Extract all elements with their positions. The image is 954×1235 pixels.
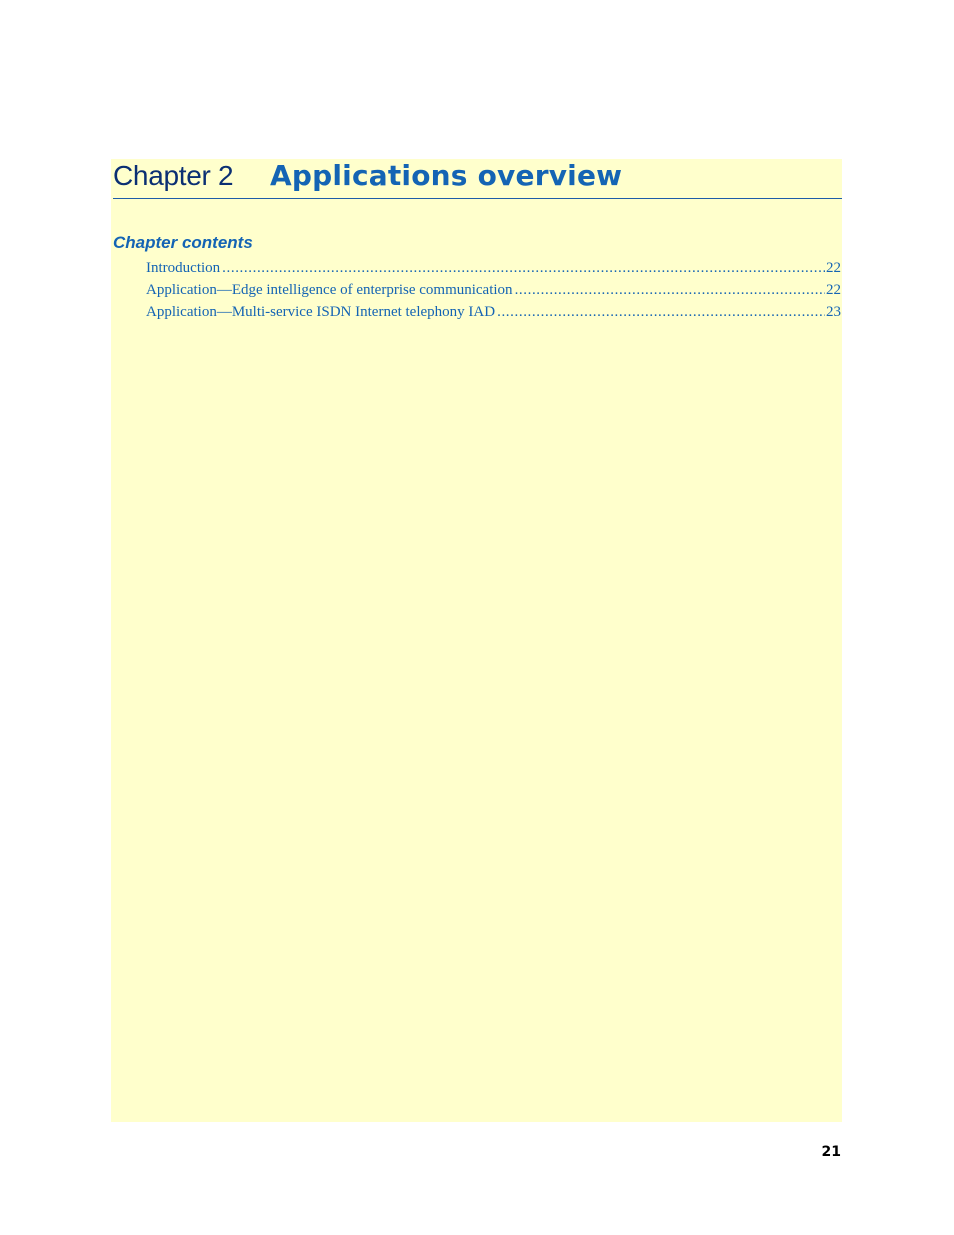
toc-entry-introduction[interactable]: [146, 260, 841, 282]
toc-dot-leader: [497, 304, 825, 321]
chapter-label: Chapter 2: [113, 160, 234, 191]
toc-entry-isdn-iad[interactable]: [146, 304, 841, 326]
toc-entry-title: Introduction: [146, 260, 221, 276]
toc-entry-edge-intelligence[interactable]: [146, 282, 841, 304]
toc-entry-page: 22: [826, 282, 841, 298]
page-number: 21: [821, 1144, 841, 1160]
toc-entry-page: 22: [826, 260, 841, 276]
chapter-header: [113, 159, 842, 199]
toc-dot-leader: [222, 260, 825, 277]
toc-entry-page: 23: [826, 304, 841, 320]
toc-entry-title: Application—Multi-service ISDN Internet telephony IAD: [146, 304, 496, 320]
toc-dot-leader: [515, 282, 825, 299]
toc-entry-title: Application—Edge intelligence of enterprise communication: [146, 282, 513, 298]
chapter-contents-heading: Chapter contents: [113, 233, 253, 252]
chapter-title: Applications overview: [270, 159, 623, 192]
table-of-contents: [146, 260, 841, 326]
